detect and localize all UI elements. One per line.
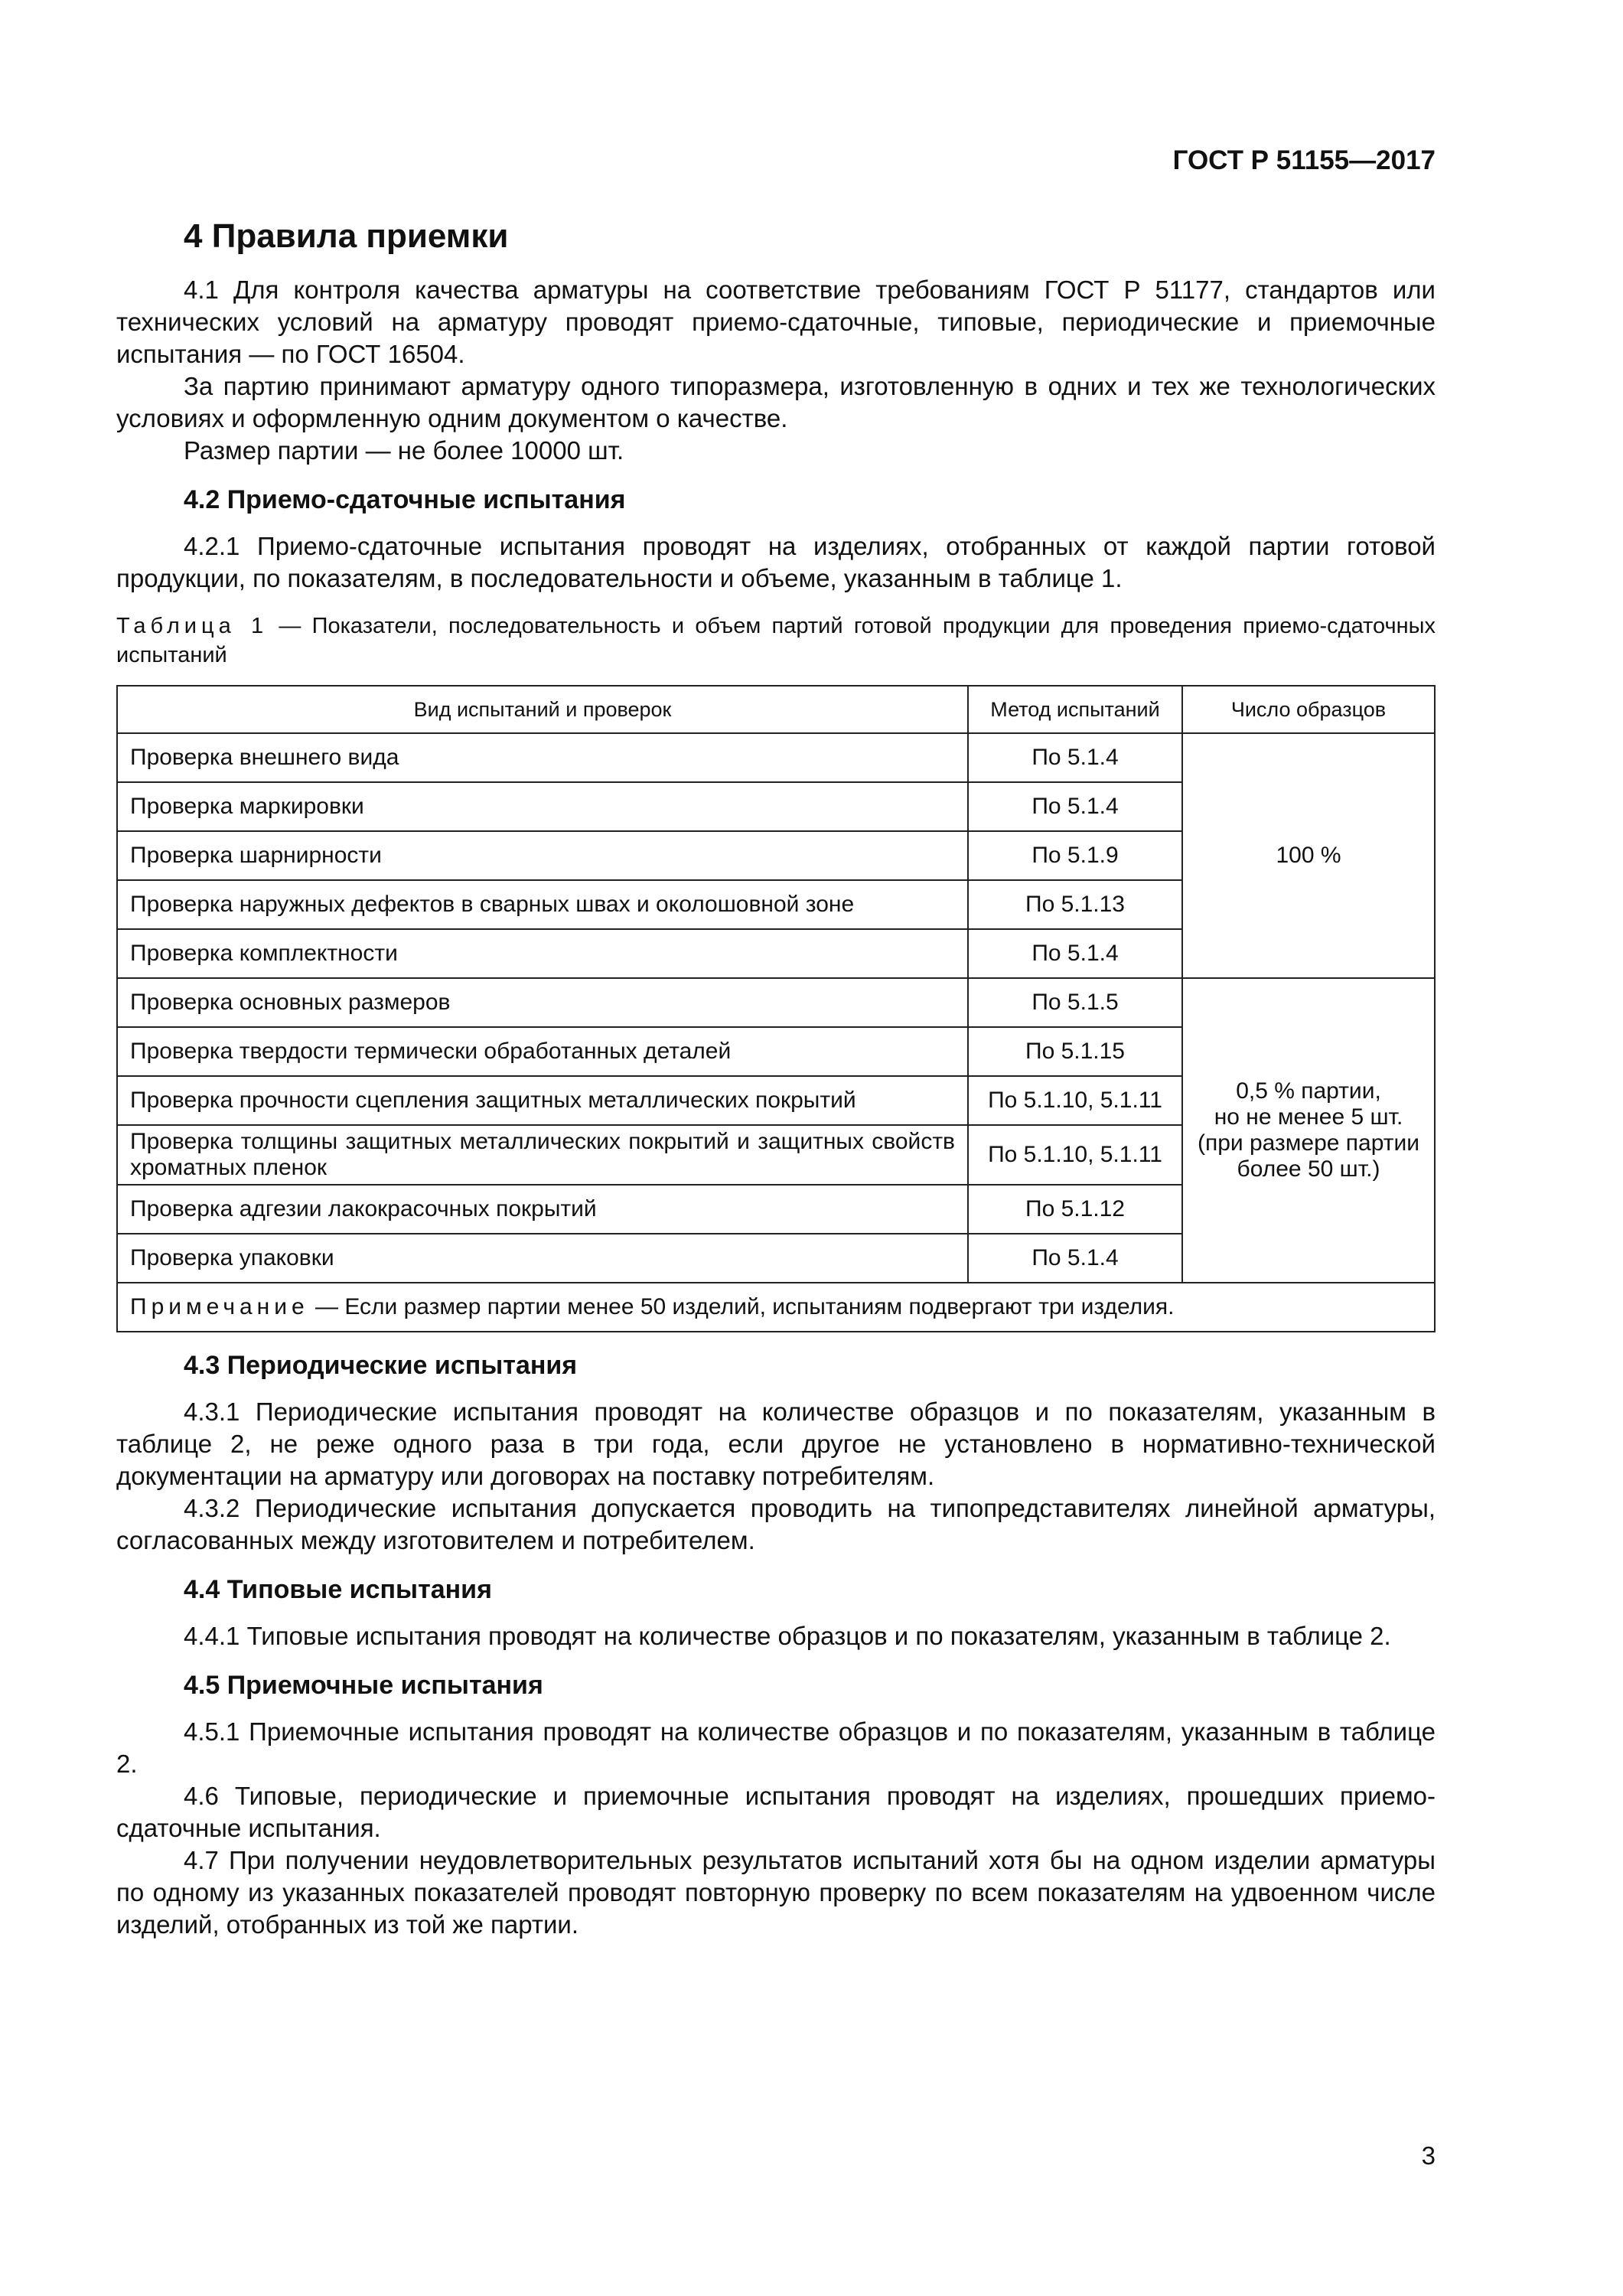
row-test-name: Проверка упаковки	[117, 1234, 968, 1283]
table-1-caption	[116, 612, 1436, 670]
row-test-method: По 5.1.15	[968, 1027, 1182, 1076]
section-4-3-title: 4.3 Периодические испытания	[184, 1351, 578, 1380]
table-row	[117, 733, 1435, 782]
section-4-title: 4 Правила приемки	[184, 217, 509, 255]
table-1	[116, 685, 1436, 1332]
row-test-name: Проверка толщины защитных металлических покрытий и защитных свойств хроматных пленок	[117, 1125, 968, 1185]
table-note	[117, 1283, 1435, 1332]
table-1-caption-text: — Показатели, последовательность и объем партий готовой продукции для проведения приемо-сдаточных испытаний	[116, 614, 1436, 667]
row-test-method: По 5.1.9	[968, 831, 1182, 880]
paragraph-4-7: 4.7 При получении неудовлетворительных результатов испытаний хотя бы на одном изделии арматуры по одному из указанных показателей проводят повторную проверку по всем показателям на удвоенном числе изделий, отобранных из той же партии.	[116, 1846, 1436, 1939]
sample-count-group-1: 100 %	[1182, 733, 1435, 978]
table-1-caption-label: Таблица 1	[116, 614, 269, 638]
row-test-name: Проверка комплектности	[117, 929, 968, 978]
paragraph-4-4-1: 4.4.1 Типовые испытания проводят на количестве образцов и по показателям, указанным в таблице 2.	[184, 1622, 1391, 1650]
row-test-name: Проверка адгезии лакокрасочных покрытий	[117, 1185, 968, 1234]
paragraph-4-6: 4.6 Типовые, периодические и приемочные испытания проводят на изделиях, прошедших приемо-сдаточные испытания.	[116, 1782, 1436, 1842]
row-test-name: Проверка наружных дефектов в сварных швах и околошовной зоне	[117, 880, 968, 929]
row-test-name: Проверка твердости термически обработанных деталей	[117, 1027, 968, 1076]
section-4-4-title: 4.4 Типовые испытания	[184, 1575, 492, 1604]
paragraph-lot-definition: За партию принимают арматуру одного типоразмера, изготовленную в одних и тех же технологических условиях и оформленную одним документом о качестве.	[116, 372, 1436, 432]
row-test-name: Проверка основных размеров	[117, 978, 968, 1027]
row-test-method: По 5.1.4	[968, 782, 1182, 831]
row-test-method: По 5.1.4	[968, 929, 1182, 978]
row-test-name: Проверка прочности сцепления защитных металлических покрытий	[117, 1076, 968, 1125]
header-sample-count: Число образцов	[1182, 686, 1435, 733]
row-test-method: По 5.1.10, 5.1.11	[968, 1076, 1182, 1125]
page-number: 3	[1421, 2141, 1436, 2170]
sample-count-line: но не менее 5 шт.	[1214, 1104, 1403, 1130]
paragraph-4-1: 4.1 Для контроля качества арматуры на соответствие требованиям ГОСТ Р 51177, стандартов или технических условий на арматуру проводят приемо-сдаточные, типовые, периодические и приемочные испытания — по ГОСТ 16504.	[116, 276, 1436, 368]
row-test-method: По 5.1.10, 5.1.11	[968, 1125, 1182, 1185]
paragraph-lot-size: Размер партии — не более 10000 шт.	[184, 436, 624, 465]
sample-count-line: (при размере партии	[1197, 1130, 1420, 1156]
row-test-name: Проверка маркировки	[117, 782, 968, 831]
page-content	[116, 217, 1436, 1941]
table-row	[117, 978, 1435, 1027]
table-note-label: Примечание	[130, 1294, 309, 1319]
row-test-method: По 5.1.12	[968, 1185, 1182, 1234]
table-header-row	[117, 686, 1435, 733]
paragraph-4-3-2: 4.3.2 Периодические испытания допускается проводить на типопредставителях линейной арматуры, согласованных между изготовителем и потребителем.	[116, 1494, 1436, 1554]
paragraph-4-2-1: 4.2.1 Приемо-сдаточные испытания проводят на изделиях, отобранных от каждой партии готовой продукции, по показателям, в последовательности и объеме, указанным в таблице 1.	[116, 532, 1436, 592]
row-test-method: По 5.1.4	[968, 733, 1182, 782]
sample-count-line: 0,5 % партии,	[1236, 1078, 1381, 1104]
sample-count-line: более 50 шт.)	[1237, 1156, 1380, 1182]
row-test-name: Проверка внешнего вида	[117, 733, 968, 782]
header-test-type: Вид испытаний и проверок	[117, 686, 968, 733]
row-test-method: По 5.1.5	[968, 978, 1182, 1027]
row-test-method: По 5.1.4	[968, 1234, 1182, 1283]
section-4-5-title: 4.5 Приемочные испытания	[184, 1671, 543, 1700]
paragraph-4-3-1: 4.3.1 Периодические испытания проводят на количестве образцов и по показателям, указанным в таблице 2, не реже одного раза в три года, если другое не установлено в нормативно-технической документации на арматуру или договорах на поставку потребителям.	[116, 1397, 1436, 1490]
paragraph-4-5-1: 4.5.1 Приемочные испытания проводят на количестве образцов и по показателям, указанным в таблице 2.	[116, 1717, 1436, 1778]
header-test-method: Метод испытаний	[968, 686, 1182, 733]
table-note-text: — Если размер партии менее 50 изделий, испытаниям подвергают три изделия.	[308, 1294, 1175, 1319]
section-4-2-title: 4.2 Приемо-сдаточные испытания	[184, 485, 626, 514]
row-test-method: По 5.1.13	[968, 880, 1182, 929]
row-test-name: Проверка шарнирности	[117, 831, 968, 880]
sample-count-group-2	[1182, 978, 1435, 1283]
table-note-row	[117, 1283, 1435, 1332]
document-code: ГОСТ Р 51155—2017	[1172, 145, 1436, 175]
